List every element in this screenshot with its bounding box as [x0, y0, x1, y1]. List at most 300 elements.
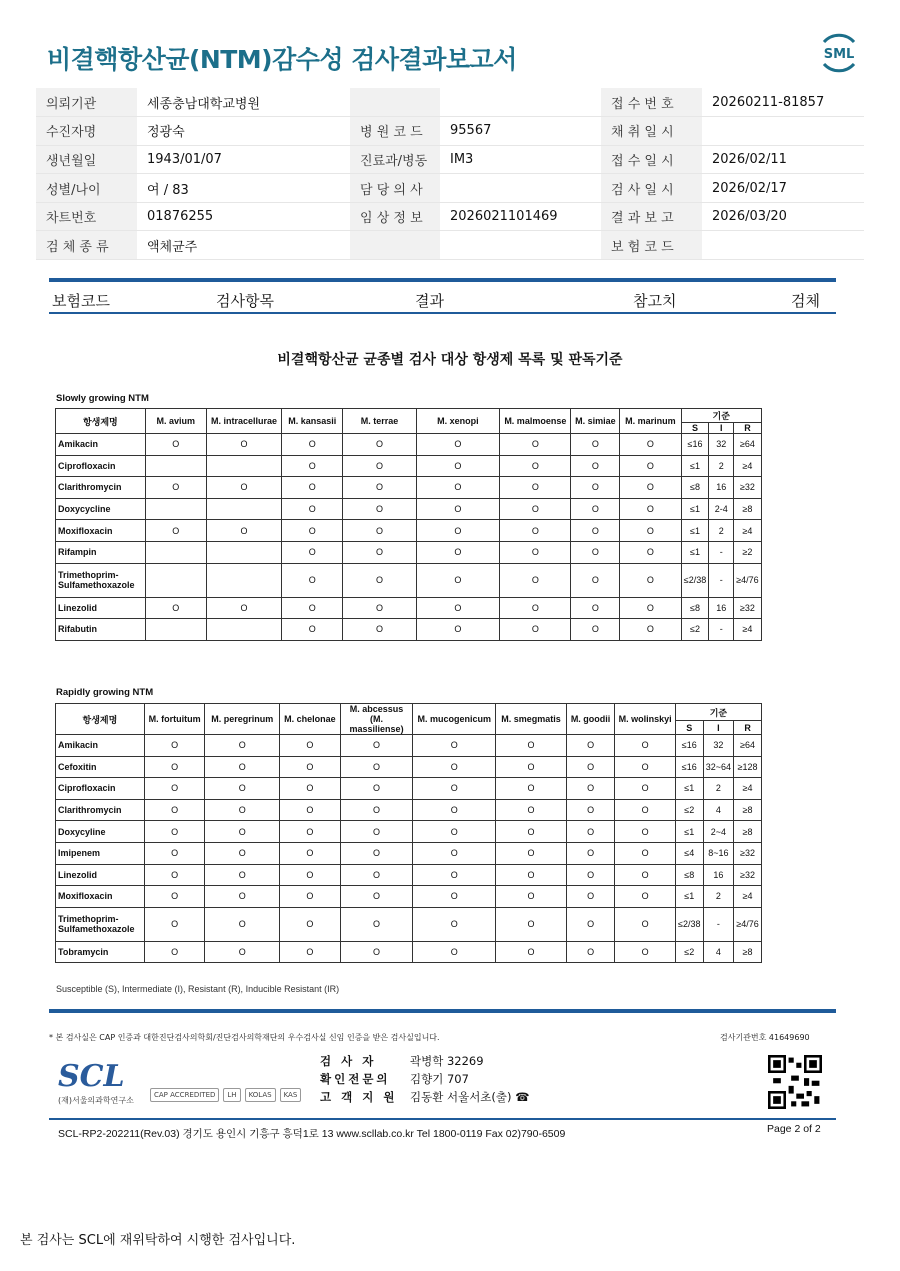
test-mark: O: [205, 735, 280, 757]
test-mark: O: [340, 842, 413, 864]
criteria-r: ≥8: [734, 941, 762, 963]
criteria-s: ≤1: [675, 886, 703, 908]
slow-group-label: Slowly growing NTM: [56, 393, 149, 404]
test-mark: O: [144, 778, 205, 800]
species-header: M. kansasii: [282, 409, 343, 434]
drug-name: Ciprofloxacin: [56, 778, 145, 800]
criteria-s: ≤1: [681, 498, 709, 520]
criteria-i: 4: [703, 941, 734, 963]
info-value: [440, 174, 601, 203]
test-mark: O: [496, 756, 567, 778]
criteria-r: ≥2: [733, 541, 761, 563]
test-mark: O: [500, 520, 571, 542]
info-label: 채 취 일 시: [601, 117, 702, 146]
drug-name: Linezolid: [56, 597, 146, 619]
test-mark: O: [496, 864, 567, 886]
test-mark: O: [413, 886, 496, 908]
species-header: M. goodii: [566, 704, 614, 735]
test-mark: O: [280, 778, 341, 800]
test-mark: O: [282, 563, 343, 597]
test-mark: O: [343, 597, 416, 619]
info-row: [36, 88, 864, 117]
test-mark: O: [416, 455, 500, 477]
test-mark: [145, 455, 206, 477]
criteria-s: ≤2: [675, 941, 703, 963]
info-label: 수진자명: [36, 117, 137, 146]
test-mark: O: [620, 477, 681, 499]
test-mark: O: [496, 735, 567, 757]
result-header-bottom-rule: [49, 312, 836, 314]
info-value: [440, 88, 601, 117]
species-header: M. xenopi: [416, 409, 500, 434]
criteria-s: ≤1: [675, 778, 703, 800]
info-value: [702, 117, 864, 146]
table-row: [56, 735, 762, 757]
sir-header: I: [709, 423, 733, 434]
test-mark: O: [615, 756, 676, 778]
info-value: 액체균주: [137, 231, 350, 260]
test-mark: O: [416, 541, 500, 563]
test-mark: O: [280, 941, 341, 963]
test-mark: O: [496, 907, 567, 941]
test-mark: O: [144, 735, 205, 757]
criteria-s: ≤2: [681, 619, 709, 641]
test-mark: O: [340, 799, 413, 821]
info-value: 2026021101469: [440, 202, 601, 231]
test-mark: O: [280, 735, 341, 757]
test-mark: O: [500, 498, 571, 520]
test-mark: O: [571, 477, 620, 499]
table-row: [56, 886, 762, 908]
species-header: M. marinum: [620, 409, 681, 434]
criteria-s: ≤8: [681, 597, 709, 619]
test-mark: O: [496, 886, 567, 908]
scl-logo: [58, 1059, 134, 1106]
contact-value: 김동환 서울서초(출) ☎: [410, 1090, 530, 1104]
species-header: M. smegmatis: [496, 704, 567, 735]
criteria-s: ≤1: [681, 541, 709, 563]
criteria-s: ≤1: [675, 821, 703, 843]
test-mark: O: [145, 520, 206, 542]
table-row: [56, 541, 762, 563]
table-row: [56, 821, 762, 843]
test-mark: [145, 563, 206, 597]
test-mark: O: [280, 799, 341, 821]
test-mark: O: [620, 619, 681, 641]
criteria-i: 2~4: [703, 821, 734, 843]
species-header: M. fortuitum: [144, 704, 205, 735]
criteria-i: -: [709, 619, 733, 641]
info-label: [350, 231, 440, 260]
contact-key: 고 객 지 원: [320, 1090, 398, 1104]
table-row: [56, 756, 762, 778]
test-mark: O: [571, 597, 620, 619]
drug-name: Moxifloxacin: [56, 520, 146, 542]
test-mark: [206, 498, 281, 520]
test-mark: O: [566, 735, 614, 757]
test-mark: O: [205, 907, 280, 941]
info-value: [702, 231, 864, 260]
section-title: 비결핵항산균 균종별 검사 대상 항생제 목록 및 판독기준: [277, 352, 623, 368]
criteria-i: -: [709, 563, 733, 597]
test-mark: O: [205, 941, 280, 963]
patient-info-table: [36, 88, 864, 260]
test-mark: O: [413, 756, 496, 778]
table-row: [56, 842, 762, 864]
table-row: [56, 907, 762, 941]
drug-name: Moxifloxacin: [56, 886, 145, 908]
test-mark: O: [144, 864, 205, 886]
test-mark: O: [413, 864, 496, 886]
contact-value: 곽병학 32269: [410, 1054, 484, 1068]
test-mark: [206, 455, 281, 477]
criteria-s: ≤8: [675, 864, 703, 886]
info-value: IM3: [440, 145, 601, 174]
test-mark: O: [620, 498, 681, 520]
cap-badge: CAP ACCREDITED: [150, 1088, 219, 1102]
criteria-s: ≤2/38: [681, 563, 709, 597]
criteria-r: ≥128: [734, 756, 762, 778]
drug-name: Amikacin: [56, 434, 146, 456]
criteria-s: ≤1: [681, 455, 709, 477]
test-mark: O: [500, 455, 571, 477]
drug-name: Ciprofloxacin: [56, 455, 146, 477]
criteria-r: ≥32: [734, 864, 762, 886]
species-header: M. intracellurae: [206, 409, 281, 434]
test-mark: O: [145, 477, 206, 499]
criteria-r: ≥4/76: [733, 563, 761, 597]
test-mark: O: [340, 756, 413, 778]
drug-name: Doxycyline: [56, 821, 145, 843]
info-value: 세종충남대학교병원: [137, 88, 350, 117]
info-row: [36, 117, 864, 146]
accreditation-badges: [150, 1088, 301, 1102]
test-mark: O: [282, 455, 343, 477]
test-mark: O: [500, 619, 571, 641]
test-mark: O: [416, 434, 500, 456]
info-label: 담 당 의 사: [350, 174, 440, 203]
info-value: 2026/02/11: [702, 145, 864, 174]
test-mark: O: [496, 941, 567, 963]
test-mark: O: [571, 498, 620, 520]
sir-header: S: [675, 721, 703, 735]
accreditation-notice: * 본 검사실은 CAP 인증과 대한진단검사의학회/진단검사의학재단의 우수검사실 신임 인증을 받은 검사실입니다.: [49, 1033, 440, 1042]
info-label: 의뢰기관: [36, 88, 137, 117]
kolas-badge: KOLAS: [245, 1088, 276, 1102]
result-header-top-rule: [49, 278, 836, 282]
criteria-i: 32: [703, 735, 734, 757]
contact-key: 검 사 자: [320, 1054, 377, 1068]
criteria-i: 2: [709, 520, 733, 542]
criteria-r: ≥32: [733, 597, 761, 619]
info-label: 접 수 일 시: [601, 145, 702, 174]
test-mark: O: [500, 541, 571, 563]
test-mark: O: [620, 434, 681, 456]
test-mark: O: [566, 941, 614, 963]
criteria-s: ≤2: [675, 799, 703, 821]
criteria-r: ≥4: [733, 619, 761, 641]
test-mark: O: [571, 619, 620, 641]
test-mark: O: [620, 541, 681, 563]
info-label: 결 과 보 고: [601, 202, 702, 231]
drug-name: Linezolid: [56, 864, 145, 886]
test-mark: O: [340, 941, 413, 963]
test-mark: O: [566, 886, 614, 908]
test-mark: O: [280, 864, 341, 886]
kas-badge: KAS: [280, 1088, 302, 1102]
report-title: 비결핵항산균(NTM)감수성 검사결과보고서: [47, 45, 517, 74]
species-header: M. mucogenicum: [413, 704, 496, 735]
species-header: M. malmoense: [500, 409, 571, 434]
svg-text:SML: SML: [823, 47, 855, 62]
sir-header: R: [733, 423, 761, 434]
table-row: [56, 864, 762, 886]
scl-logo-text: SCL: [58, 1059, 125, 1094]
drug-column-header: 항생제명: [56, 704, 145, 735]
test-mark: O: [340, 821, 413, 843]
test-mark: O: [205, 799, 280, 821]
species-header: M. terrae: [343, 409, 416, 434]
test-mark: O: [566, 907, 614, 941]
test-mark: O: [566, 842, 614, 864]
test-mark: O: [571, 520, 620, 542]
test-mark: O: [416, 597, 500, 619]
criteria-s: ≤8: [681, 477, 709, 499]
test-mark: O: [615, 799, 676, 821]
contact-key: 확인전문의: [320, 1072, 391, 1086]
test-mark: O: [615, 941, 676, 963]
criteria-i: 4: [703, 799, 734, 821]
criteria-i: -: [709, 541, 733, 563]
criteria-i: 32: [709, 434, 733, 456]
drug-name: Cefoxitin: [56, 756, 145, 778]
table-row: [56, 455, 762, 477]
contact-block: [320, 1052, 529, 1106]
criteria-i: 8~16: [703, 842, 734, 864]
criteria-r: ≥32: [734, 842, 762, 864]
test-mark: O: [280, 886, 341, 908]
criteria-r: ≥4/76: [734, 907, 762, 941]
species-header: M. simiae: [571, 409, 620, 434]
test-mark: O: [500, 477, 571, 499]
table-row: [56, 477, 762, 499]
test-mark: O: [206, 597, 281, 619]
criteria-s: ≤2/38: [675, 907, 703, 941]
test-mark: O: [500, 563, 571, 597]
criteria-s: ≤16: [681, 434, 709, 456]
test-mark: O: [205, 886, 280, 908]
test-mark: O: [340, 886, 413, 908]
test-mark: [145, 541, 206, 563]
contact-row: [320, 1070, 529, 1088]
test-mark: O: [615, 886, 676, 908]
test-mark: [145, 498, 206, 520]
species-header: M. abcessus (M. massiliense): [340, 704, 413, 735]
drug-name: Tobramycin: [56, 941, 145, 963]
footer-bottom-rule: [49, 1118, 836, 1120]
criteria-s: ≤16: [675, 756, 703, 778]
scl-name: (재)서울의과학연구소: [58, 1096, 134, 1105]
lh-badge: LH: [223, 1088, 240, 1102]
test-mark: O: [340, 907, 413, 941]
info-value: 여 / 83: [137, 174, 350, 203]
test-mark: O: [205, 778, 280, 800]
test-mark: O: [615, 864, 676, 886]
test-mark: [206, 541, 281, 563]
criteria-i: 2-4: [709, 498, 733, 520]
test-mark: O: [205, 756, 280, 778]
test-mark: O: [206, 434, 281, 456]
criteria-i: 16: [703, 864, 734, 886]
test-mark: O: [144, 799, 205, 821]
slow-ntm-table: [55, 408, 762, 641]
test-mark: O: [282, 597, 343, 619]
col-specimen: 검체: [791, 292, 820, 310]
col-result: 결과: [415, 292, 444, 310]
table-row: [56, 799, 762, 821]
species-header: M. chelonae: [280, 704, 341, 735]
info-label: 임 상 정 보: [350, 202, 440, 231]
info-label: 생년월일: [36, 145, 137, 174]
legend-text: Susceptible (S), Intermediate (I), Resistant (R), Inducible Resistant (IR): [56, 984, 340, 994]
test-mark: O: [413, 735, 496, 757]
table-row: [56, 597, 762, 619]
test-mark: O: [615, 778, 676, 800]
test-mark: O: [340, 778, 413, 800]
test-mark: O: [144, 756, 205, 778]
test-mark: O: [343, 455, 416, 477]
drug-name: Amikacin: [56, 735, 145, 757]
test-mark: O: [500, 434, 571, 456]
drug-name: Clarithromycin: [56, 799, 145, 821]
test-mark: O: [416, 619, 500, 641]
test-mark: O: [566, 864, 614, 886]
table-row: [56, 941, 762, 963]
table-row: [56, 778, 762, 800]
criteria-i: 16: [709, 597, 733, 619]
info-label: 진료과/병동: [350, 145, 440, 174]
footer-address: SCL-RP2-202211(Rev.03) 경기도 용인시 기흥구 흥덕1로 13 www.scllab.co.kr Tel 1800-0119 Fax 02)790-6509: [58, 1128, 566, 1140]
test-mark: O: [282, 434, 343, 456]
test-mark: O: [282, 498, 343, 520]
info-label: 접 수 번 호: [601, 88, 702, 117]
info-row: [36, 174, 864, 203]
info-value: 2026/03/20: [702, 202, 864, 231]
drug-name: Trimethoprim- Sulfamethoxazole: [56, 907, 145, 941]
criteria-r: ≥64: [734, 735, 762, 757]
test-mark: O: [343, 563, 416, 597]
contact-row: [320, 1088, 529, 1106]
criteria-r: ≥8: [733, 498, 761, 520]
test-mark: O: [571, 541, 620, 563]
test-mark: O: [615, 842, 676, 864]
info-value: [440, 231, 601, 260]
contact-value: 김향기 707: [410, 1072, 469, 1086]
test-mark: O: [343, 498, 416, 520]
info-label: 성별/나이: [36, 174, 137, 203]
table-row: [56, 520, 762, 542]
info-label: 차트번호: [36, 202, 137, 231]
test-mark: O: [280, 907, 341, 941]
test-mark: O: [144, 842, 205, 864]
info-value: 2026/02/17: [702, 174, 864, 203]
criteria-r: ≥32: [733, 477, 761, 499]
col-insurance-code: 보험코드: [52, 292, 110, 310]
test-mark: O: [413, 907, 496, 941]
info-row: [36, 202, 864, 231]
test-mark: O: [500, 597, 571, 619]
info-value: 20260211-81857: [702, 88, 864, 117]
test-mark: O: [340, 864, 413, 886]
drug-name: Rifabutin: [56, 619, 146, 641]
table-row: [56, 498, 762, 520]
criteria-header: 기준: [681, 409, 762, 423]
test-mark: O: [566, 821, 614, 843]
test-mark: [206, 563, 281, 597]
test-mark: O: [206, 520, 281, 542]
test-mark: O: [343, 477, 416, 499]
rapid-ntm-table: [55, 703, 762, 963]
test-mark: O: [413, 821, 496, 843]
criteria-r: ≥8: [734, 821, 762, 843]
sir-header: R: [734, 721, 762, 735]
species-header: M. peregrinum: [205, 704, 280, 735]
test-mark: O: [340, 735, 413, 757]
drug-name: Doxycycline: [56, 498, 146, 520]
test-mark: O: [145, 597, 206, 619]
test-mark: O: [571, 434, 620, 456]
test-mark: O: [280, 842, 341, 864]
table-row: [56, 563, 762, 597]
col-reference: 참고치: [633, 292, 677, 310]
test-mark: O: [615, 821, 676, 843]
info-label: 병 원 코 드: [350, 117, 440, 146]
criteria-s: ≤16: [675, 735, 703, 757]
page-number: Page 2 of 2: [767, 1123, 821, 1135]
drug-name: Imipenem: [56, 842, 145, 864]
test-mark: O: [566, 778, 614, 800]
criteria-i: -: [703, 907, 734, 941]
species-header: M. wolinskyi: [615, 704, 676, 735]
test-mark: O: [615, 735, 676, 757]
qr-code-icon: [768, 1055, 822, 1109]
rapid-group-label: Rapidly growing NTM: [56, 687, 154, 698]
criteria-s: ≤1: [681, 520, 709, 542]
test-mark: O: [144, 941, 205, 963]
col-test-item: 검사항목: [216, 292, 274, 310]
criteria-s: ≤4: [675, 842, 703, 864]
test-mark: O: [620, 563, 681, 597]
info-label: 검 체 종 류: [36, 231, 137, 260]
info-value: 정광숙: [137, 117, 350, 146]
test-mark: O: [282, 477, 343, 499]
test-mark: O: [496, 842, 567, 864]
criteria-r: ≥4: [734, 778, 762, 800]
info-value: 95567: [440, 117, 601, 146]
test-mark: O: [416, 563, 500, 597]
criteria-header: 기준: [675, 704, 761, 721]
sir-header: S: [681, 423, 709, 434]
test-mark: O: [416, 520, 500, 542]
test-mark: O: [496, 778, 567, 800]
test-mark: O: [571, 455, 620, 477]
table-row: [56, 619, 762, 641]
sml-logo: [816, 30, 862, 76]
test-mark: O: [413, 941, 496, 963]
sir-header: I: [703, 721, 734, 735]
footer-top-rule: [49, 1009, 836, 1013]
species-header: M. avium: [145, 409, 206, 434]
